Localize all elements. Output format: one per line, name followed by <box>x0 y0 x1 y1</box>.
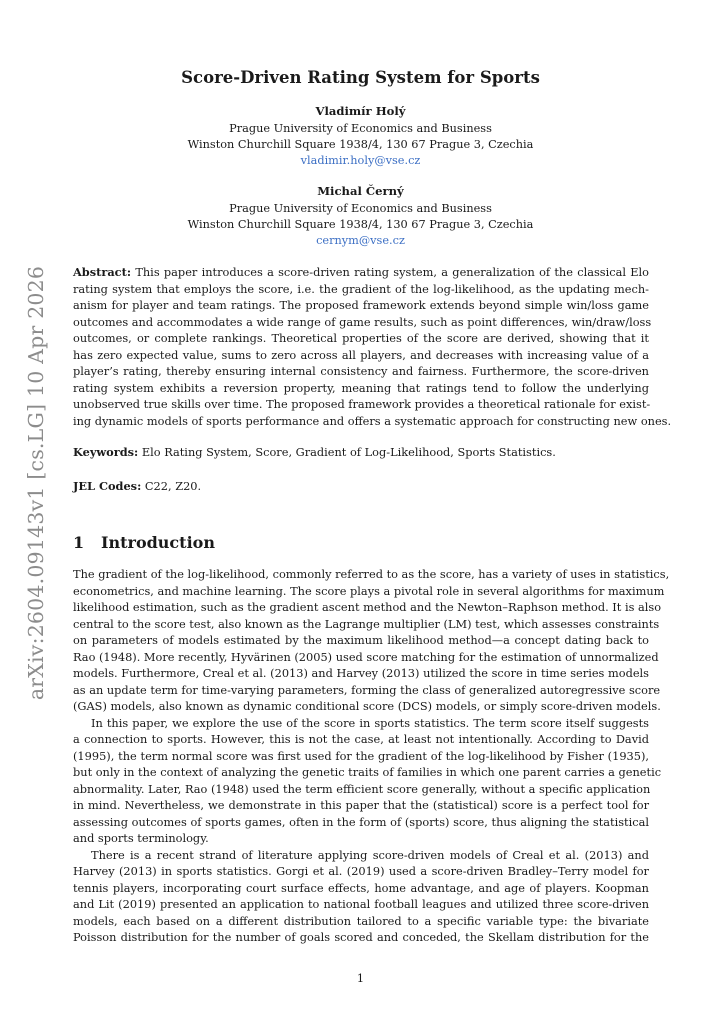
arxiv-stamp-text: arXiv:2604.09143v1 [cs.LG] 10 Apr 2026 <box>24 265 48 701</box>
paragraph-line: (GAS) models, also known as dynamic conditional score (DCS) models, or simply score-driven models. <box>73 699 661 713</box>
paragraph-line: In this paper, we explore the use of the score in sports statistics. The term score itself suggests <box>91 715 649 730</box>
section-number: 1 <box>73 533 85 552</box>
abstract <box>73 264 672 429</box>
author-email-link[interactable]: vladimir.holy@vse.cz <box>300 154 421 167</box>
paragraph-line: abnormality. Later, Rao (1948) used the term efficient score generally, without a specific application <box>73 781 651 796</box>
paragraph-line: (1995), the term normal score was first used for the gradient of the log-likelihood by Fisher (1935), <box>73 748 649 763</box>
keywords-text: Elo Rating System, Score, Gradient of Log-Likelihood, Sports Statistics. <box>141 445 556 459</box>
abstract-label: Abstract: <box>73 265 132 279</box>
paragraph-line: econometrics, and machine learning. The score plays a pivotal role in several algorithms for maximum <box>73 583 665 598</box>
paragraph-line: Rao (1948). More recently, Hyvärinen (2005) used score matching for the estimation of unnormalized <box>73 649 659 664</box>
abstract-line: unobserved true skills over time. The proposed framework provides a theoretical rationale for exist- <box>73 397 651 411</box>
paragraph-line: models, each based on a different distribution tailored to a specific variable type: the bivariate <box>73 913 649 928</box>
jel-codes <box>73 478 649 495</box>
paragraph-line: and Lit (2019) presented an application to national football leagues and utilized three score-driven <box>73 897 649 911</box>
section-title: Introduction <box>101 533 215 552</box>
author-name: Vladimír Holý <box>315 104 406 118</box>
keywords <box>73 444 649 461</box>
jel-label: JEL Codes: <box>73 479 142 493</box>
abstract-text: This paper introduces a score-driven rating system, a generalization of the classical Elo <box>135 265 649 279</box>
paragraph-line: as an update term for time-varying parameters, forming the class of generalized autoregressive score <box>73 682 661 697</box>
paragraph-line: There is a recent strand of literature applying score-driven models of Creal et al. (2013) and <box>91 847 649 862</box>
paragraph-line: but only in the context of analyzing the genetic traits of families in which one parent carries a genetic <box>73 765 662 779</box>
paragraph-line: tennis players, incorporating court surface effects, home advantage, and age of players. Koopman <box>73 880 649 895</box>
author-affiliation: Prague University of Economics and Business <box>229 122 492 135</box>
abstract-line: player’s rating, thereby ensuring internal consistency and fairness. Furthermore, the score-driven <box>73 364 649 378</box>
paragraph-line: in mind. Nevertheless, we demonstrate in this paper that the (statistical) score is a perfect tool for <box>73 798 649 812</box>
paragraph-line: The gradient of the log-likelihood, commonly referred to as the score, has a variety of uses in statistics, <box>73 567 670 581</box>
paragraph-line: assessing outcomes of sports games, often in the form of (sports) score, thus aligning the statistical <box>73 814 649 829</box>
introduction-body <box>73 566 670 946</box>
abstract-line: ing dynamic models of sports performance and offers a systematic approach for constructing new ones. <box>73 413 672 428</box>
arxiv-stamp <box>16 265 56 701</box>
abstract-line: outcomes, or complete rankings. Theoretical properties of the score are derived, showing that it <box>73 331 649 345</box>
page-number: 1 <box>356 972 365 985</box>
paragraph-line: likelihood estimation, such as the gradient ascent method and the Newton–Raphson method. It is also <box>73 600 662 614</box>
paper-title: Score-Driven Rating System for Sports <box>181 68 540 87</box>
paragraph-line: on parameters of models estimated by the maximum likelihood method—a concept dating back to <box>73 633 649 647</box>
author-name: Michal Černý <box>317 184 404 198</box>
paragraph-line: central to the score test, also known as the Lagrange multiplier (LM) test, which assesses constraints <box>73 616 660 631</box>
paragraph-line: and sports terminology. <box>73 831 209 845</box>
author-address: Winston Churchill Square 1938/4, 130 67 Prague 3, Czechia <box>187 218 534 231</box>
jel-text: C22, Z20. <box>144 479 202 493</box>
abstract-line: rating system exhibits a reversion property, meaning that ratings tend to follow the underlying <box>73 380 649 395</box>
paragraph-line: Poisson distribution for the number of goals scored and conceded, the Skellam distribution for the <box>73 930 649 944</box>
section-heading <box>73 533 215 552</box>
author-affiliation: Prague University of Economics and Business <box>229 202 492 215</box>
abstract-line <box>73 264 649 281</box>
paragraph-line: models. Furthermore, Creal et al. (2013) and Harvey (2013) utilized the score in time series models <box>73 666 649 680</box>
abstract-line: outcomes and accommodates a wide range of game results, such as point differences, win/draw/loss <box>73 314 652 329</box>
paragraph-line: a connection to sports. However, this is not the case, at least not intentionally. According to David <box>73 732 649 746</box>
author-email-link[interactable]: cernym@vse.cz <box>316 234 405 247</box>
keywords-label: Keywords: <box>73 445 139 459</box>
abstract-line: rating system that employs the score, i.e. the gradient of the log-likelihood, as the updating mech- <box>73 281 649 296</box>
author-address: Winston Churchill Square 1938/4, 130 67 Prague 3, Czechia <box>187 138 534 151</box>
abstract-line: has zero expected value, sums to zero across all players, and decreases with increasing value of a <box>73 347 649 362</box>
paragraph-line: Harvey (2013) in sports statistics. Gorgi et al. (2019) used a score-driven Bradley–Terry model for <box>73 864 649 878</box>
abstract-line: anism for player and team ratings. The proposed framework extends beyond simple win/loss game <box>73 298 649 312</box>
